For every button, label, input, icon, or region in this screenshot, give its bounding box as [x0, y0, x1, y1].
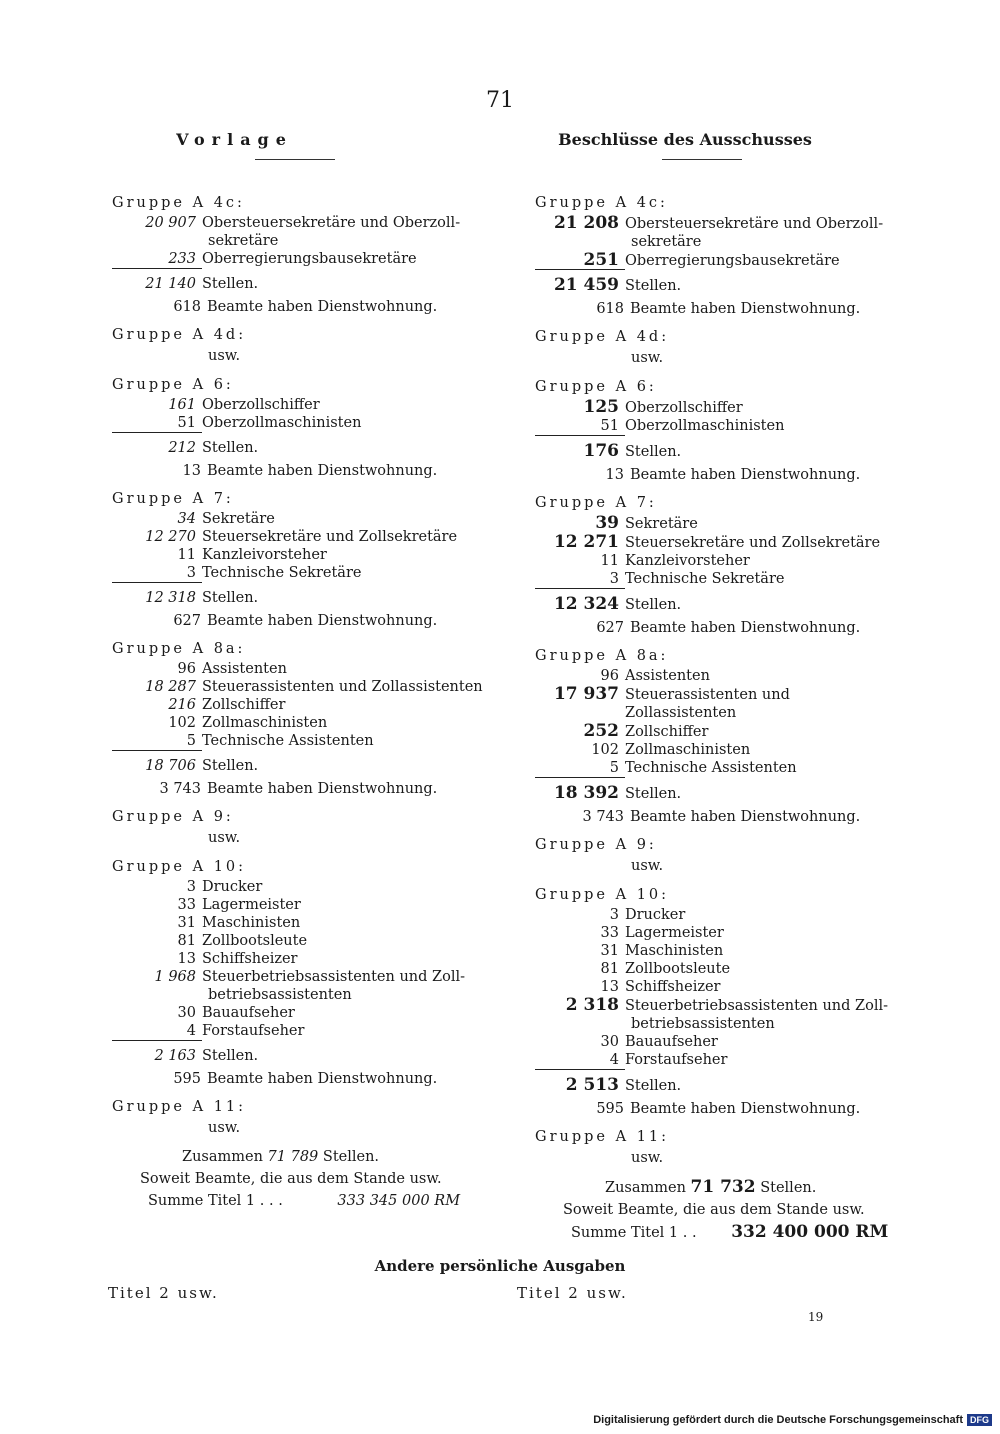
- group-title: Gruppe A 10:: [112, 859, 247, 875]
- position-row: [535, 1051, 905, 1070]
- position-label: Forstaufseher: [202, 1023, 305, 1039]
- group-title: Gruppe A 7:: [535, 495, 657, 511]
- position-row: [535, 960, 905, 978]
- titel-2-beschluesse: Titel 2 usw.: [517, 1284, 628, 1302]
- count-value: 39: [595, 513, 619, 533]
- count-value: 13: [182, 463, 201, 479]
- count-value: 3: [609, 907, 619, 923]
- column-vorlage: [112, 130, 492, 1212]
- count-value: 251: [535, 251, 625, 270]
- count-value: 3: [535, 570, 625, 589]
- summary-beschluesse: [535, 1176, 905, 1244]
- position-label: Beamte haben Dienstwohnung.: [630, 467, 861, 483]
- count-value: 81: [600, 961, 619, 977]
- summe-label: Summe Titel 1 . .: [571, 1225, 697, 1241]
- heading-rule: [255, 159, 335, 160]
- position-label: Drucker: [625, 907, 686, 923]
- official-housing-row: [112, 612, 492, 630]
- position-label: sekretäre: [208, 233, 279, 249]
- position-label: Zollschiffer: [202, 697, 286, 713]
- position-label: sekretäre: [631, 234, 702, 250]
- count-value: 595: [173, 1071, 201, 1087]
- position-label: Beamte haben Dienstwohnung.: [207, 781, 438, 797]
- position-row: [112, 696, 492, 714]
- footer-text: Digitalisierung gefördert durch die Deutsche Forschungsgemeinschaft: [593, 1414, 963, 1426]
- group-block: [112, 1096, 492, 1138]
- position-label: Drucker: [202, 879, 263, 895]
- group-block: [535, 192, 905, 318]
- count-value: 33: [600, 925, 619, 941]
- soweit-line: Soweit Beamte, die aus dem Stande usw.: [563, 1202, 865, 1218]
- column-heading-vorlage: Vorlage: [176, 130, 293, 149]
- position-label: Assistenten: [202, 661, 287, 677]
- position-row: [535, 942, 905, 960]
- position-label: betriebsassistenten: [631, 1016, 775, 1032]
- position-row: [535, 214, 905, 233]
- group-title: Gruppe A 11:: [112, 1099, 247, 1115]
- group-title: Gruppe A 4c:: [112, 195, 245, 211]
- position-label: Assistenten: [625, 668, 710, 684]
- count-value: 102: [168, 715, 196, 731]
- count-value: 33: [177, 897, 196, 913]
- position-label: Technische Sekretäre: [202, 565, 362, 581]
- group-title: Gruppe A 11:: [535, 1129, 670, 1145]
- count-value: 212: [168, 440, 196, 456]
- count-value: 618: [173, 299, 201, 315]
- count-value: 12 318: [145, 590, 196, 606]
- total-row: [112, 757, 492, 775]
- group-block: [535, 645, 905, 826]
- position-label: Oberzollmaschinisten: [625, 418, 785, 434]
- position-row: [112, 564, 492, 583]
- count-value: 31: [600, 943, 619, 959]
- position-label: Stellen.: [625, 597, 682, 613]
- position-label: Zollbootsleute: [202, 933, 308, 949]
- usw-text: usw.: [631, 1150, 664, 1166]
- position-row: [535, 552, 905, 570]
- position-label: Oberzollschiffer: [625, 400, 743, 416]
- position-label: Beamte haben Dienstwohnung.: [207, 463, 438, 479]
- position-row: [112, 546, 492, 564]
- count-value: 252: [583, 721, 619, 741]
- position-row: [535, 685, 905, 722]
- count-value: 2 513: [565, 1075, 619, 1095]
- position-label: Stellen.: [625, 278, 682, 294]
- position-label: Bauaufseher: [202, 1005, 295, 1021]
- column-heading-beschluesse: Beschlüsse des Ausschusses: [558, 130, 812, 149]
- count-value: 21 459: [553, 275, 619, 295]
- group-block: [535, 884, 905, 1118]
- position-label: Zollmaschinisten: [202, 715, 328, 731]
- position-label: Steuerassistenten und Zollassistenten: [625, 687, 790, 721]
- group-block: [112, 856, 492, 1088]
- position-row: [535, 1033, 905, 1051]
- position-label: Kanzleivorsteher: [202, 547, 327, 563]
- count-value: 3 743: [159, 781, 201, 797]
- count-value: 627: [173, 613, 201, 629]
- position-row: [112, 250, 492, 269]
- official-housing-row: [112, 780, 492, 798]
- usw-text: usw.: [631, 350, 664, 366]
- position-row: [535, 667, 905, 685]
- count-value: 81: [177, 933, 196, 949]
- group-title: Gruppe A 8a:: [535, 648, 669, 664]
- position-label: Beamte haben Dienstwohnung.: [207, 299, 438, 315]
- count-value: 12 270: [145, 529, 196, 545]
- digitization-footer: [593, 1414, 992, 1426]
- count-value: 5: [112, 732, 202, 751]
- group-title: Gruppe A 9:: [112, 809, 234, 825]
- total-row: [112, 439, 492, 457]
- count-value: 18 392: [553, 783, 619, 803]
- count-value: 17 937: [553, 684, 619, 704]
- count-value: 125: [583, 397, 619, 417]
- count-value: 627: [596, 620, 624, 636]
- count-value: 3: [186, 879, 196, 895]
- count-value: 51: [535, 417, 625, 436]
- position-row: [112, 714, 492, 732]
- group-block: [112, 324, 492, 366]
- position-label: Beamte haben Dienstwohnung.: [630, 620, 861, 636]
- position-row: [535, 251, 905, 270]
- group-title: Gruppe A 4d:: [535, 329, 670, 345]
- count-value: 11: [177, 547, 196, 563]
- column-beschluesse: [535, 130, 905, 1244]
- sheet-signature: 19: [808, 1310, 824, 1324]
- position-label: Sekretäre: [625, 516, 698, 532]
- continuation-row: [112, 986, 492, 1004]
- count-value: 595: [596, 1101, 624, 1117]
- position-row: [535, 533, 905, 552]
- position-label: Beamte haben Dienstwohnung.: [630, 809, 861, 825]
- count-value: 3: [112, 564, 202, 583]
- group-block: [112, 806, 492, 848]
- group-title: Gruppe A 7:: [112, 491, 234, 507]
- page-number: 71: [486, 88, 514, 113]
- count-value: 176: [583, 441, 619, 461]
- soweit-line: Soweit Beamte, die aus dem Stande usw.: [140, 1171, 442, 1187]
- position-label: Obersteuersekretäre und Oberzoll-: [202, 215, 461, 231]
- group-title: Gruppe A 8a:: [112, 641, 246, 657]
- position-label: Steuerbetriebsassistenten und Zoll-: [202, 969, 466, 985]
- count-value: 18 706: [145, 758, 196, 774]
- zusammen-label: Zusammen: [605, 1180, 686, 1196]
- summe-titel-line: [535, 1221, 905, 1244]
- count-value: 11: [600, 553, 619, 569]
- position-label: Stellen.: [202, 590, 259, 606]
- position-row: [112, 396, 492, 414]
- position-row: [112, 914, 492, 932]
- position-label: Beamte haben Dienstwohnung.: [630, 301, 861, 317]
- count-value: 216: [168, 697, 196, 713]
- summe-label: Summe Titel 1 . . .: [148, 1193, 283, 1209]
- position-label: Steuersekretäre und Zollsekretäre: [625, 535, 881, 551]
- total-row: [535, 784, 905, 803]
- group-block: [112, 374, 492, 480]
- total-row: [535, 442, 905, 461]
- position-label: Stellen.: [625, 786, 682, 802]
- position-row: [112, 896, 492, 914]
- position-label: Lagermeister: [202, 897, 301, 913]
- count-value: 30: [177, 1005, 196, 1021]
- summe-value: 333 345 000 RM: [337, 1193, 461, 1209]
- official-housing-row: [535, 300, 905, 318]
- position-row: [112, 414, 492, 433]
- group-title: Gruppe A 6:: [535, 379, 657, 395]
- position-row: [112, 660, 492, 678]
- continuation-row: [535, 1015, 905, 1033]
- count-value: 233: [112, 250, 202, 269]
- position-row: [112, 950, 492, 968]
- position-label: Zollschiffer: [625, 724, 709, 740]
- count-value: 2 163: [154, 1048, 196, 1064]
- count-value: 1 968: [154, 969, 196, 985]
- position-row: [535, 759, 905, 778]
- count-value: 4: [112, 1022, 202, 1041]
- position-label: Technische Assistenten: [202, 733, 374, 749]
- position-label: Beamte haben Dienstwohnung.: [630, 1101, 861, 1117]
- group-list: [112, 192, 492, 1138]
- position-row: [112, 878, 492, 896]
- continuation-row: [112, 232, 492, 250]
- count-value: 96: [177, 661, 196, 677]
- position-label: Zollmaschinisten: [625, 742, 751, 758]
- count-value: 21 208: [553, 213, 619, 233]
- position-row: [535, 722, 905, 741]
- position-label: Oberzollmaschinisten: [202, 415, 362, 431]
- zusammen-line: [112, 1146, 492, 1168]
- zusammen-value: 71 732: [690, 1177, 756, 1197]
- count-value: 5: [535, 759, 625, 778]
- count-value: 12 271: [553, 532, 619, 552]
- position-row: [535, 398, 905, 417]
- position-row: [535, 570, 905, 589]
- position-row: [535, 906, 905, 924]
- official-housing-row: [112, 1070, 492, 1088]
- count-value: 161: [168, 397, 196, 413]
- group-block: [535, 834, 905, 876]
- count-value: 21 140: [145, 276, 196, 292]
- position-row: [112, 732, 492, 751]
- group-block: [112, 192, 492, 316]
- position-label: Stellen.: [202, 440, 259, 456]
- continuation-row: [535, 233, 905, 251]
- zusammen-label: Zusammen: [182, 1149, 263, 1165]
- position-label: Oberzollschiffer: [202, 397, 320, 413]
- usw-text: usw.: [208, 830, 241, 846]
- position-label: Beamte haben Dienstwohnung.: [207, 613, 438, 629]
- position-label: Schiffsheizer: [202, 951, 298, 967]
- position-row: [112, 968, 492, 986]
- group-block: [535, 326, 905, 368]
- dfg-logo-icon: DFG: [967, 1414, 992, 1426]
- position-label: Lagermeister: [625, 925, 724, 941]
- count-value: 34: [177, 511, 196, 527]
- total-row: [535, 1076, 905, 1095]
- group-title: Gruppe A 9:: [535, 837, 657, 853]
- titel-2-vorlage: Titel 2 usw.: [108, 1284, 219, 1302]
- position-row: [535, 996, 905, 1015]
- position-label: Maschinisten: [625, 943, 724, 959]
- position-label: Stellen.: [202, 758, 259, 774]
- group-block: [535, 1126, 905, 1168]
- official-housing-row: [535, 1100, 905, 1118]
- count-value: 2 318: [565, 995, 619, 1015]
- count-value: 20 907: [145, 215, 196, 231]
- count-value: 51: [112, 414, 202, 433]
- count-value: 12 324: [553, 594, 619, 614]
- position-row: [112, 1022, 492, 1041]
- zusammen-value: 71 789: [267, 1149, 319, 1165]
- position-label: Oberregierungsbausekretäre: [202, 251, 417, 267]
- position-label: Stellen.: [202, 1048, 259, 1064]
- position-label: Oberregierungsbausekretäre: [625, 253, 840, 269]
- group-title: Gruppe A 4c:: [535, 195, 668, 211]
- total-row: [112, 589, 492, 607]
- group-block: [535, 492, 905, 637]
- count-value: 13: [177, 951, 196, 967]
- official-housing-row: [112, 298, 492, 316]
- count-value: 3 743: [582, 809, 624, 825]
- total-row: [535, 595, 905, 614]
- position-label: Stellen.: [625, 1078, 682, 1094]
- summary-vorlage: [112, 1146, 492, 1212]
- zusammen-line: [535, 1176, 905, 1199]
- position-label: betriebsassistenten: [208, 987, 352, 1003]
- count-value: 102: [591, 742, 619, 758]
- summe-titel-line: [112, 1190, 492, 1212]
- position-label: Stellen.: [625, 444, 682, 460]
- position-label: Sekretäre: [202, 511, 275, 527]
- group-title: Gruppe A 4d:: [112, 327, 247, 343]
- count-value: 13: [600, 979, 619, 995]
- position-row: [535, 514, 905, 533]
- position-row: [112, 932, 492, 950]
- count-value: 31: [177, 915, 196, 931]
- position-label: Steuersekretäre und Zollsekretäre: [202, 529, 458, 545]
- position-label: Forstaufseher: [625, 1052, 728, 1068]
- position-label: Technische Assistenten: [625, 760, 797, 776]
- position-label: Technische Sekretäre: [625, 571, 785, 587]
- official-housing-row: [112, 462, 492, 480]
- count-value: 13: [605, 467, 624, 483]
- zusammen-unit: Stellen.: [760, 1180, 817, 1196]
- position-row: [112, 678, 492, 696]
- count-value: 618: [596, 301, 624, 317]
- position-row: [535, 741, 905, 759]
- position-row: [112, 1004, 492, 1022]
- summe-value: 332 400 000 RM: [731, 1222, 889, 1242]
- position-label: Zollbootsleute: [625, 961, 731, 977]
- position-label: Kanzleivorsteher: [625, 553, 750, 569]
- official-housing-row: [535, 808, 905, 826]
- total-row: [535, 276, 905, 295]
- position-row: [112, 510, 492, 528]
- count-value: 4: [535, 1051, 625, 1070]
- count-value: 30: [600, 1034, 619, 1050]
- position-row: [112, 528, 492, 546]
- other-expenses-heading: Andere persönliche Ausgaben: [374, 1257, 626, 1275]
- position-row: [535, 417, 905, 436]
- official-housing-row: [535, 466, 905, 484]
- group-title: Gruppe A 6:: [112, 377, 234, 393]
- position-label: Bauaufseher: [625, 1034, 718, 1050]
- total-row: [112, 1047, 492, 1065]
- position-label: Beamte haben Dienstwohnung.: [207, 1071, 438, 1087]
- count-value: 96: [600, 668, 619, 684]
- position-row: [112, 214, 492, 232]
- usw-text: usw.: [208, 1120, 241, 1136]
- heading-rule: [662, 159, 742, 160]
- count-value: 18 287: [145, 679, 196, 695]
- position-row: [535, 978, 905, 996]
- position-label: Steuerassistenten und Zollassistenten: [202, 679, 483, 695]
- total-row: [112, 275, 492, 293]
- official-housing-row: [535, 619, 905, 637]
- group-list: [535, 192, 905, 1168]
- group-title: Gruppe A 10:: [535, 887, 670, 903]
- group-block: [112, 638, 492, 798]
- group-block: [535, 376, 905, 484]
- position-label: Schiffsheizer: [625, 979, 721, 995]
- group-block: [112, 488, 492, 630]
- position-label: Maschinisten: [202, 915, 301, 931]
- position-label: Obersteuersekretäre und Oberzoll-: [625, 216, 884, 232]
- position-label: Stellen.: [202, 276, 259, 292]
- zusammen-unit: Stellen.: [322, 1149, 380, 1165]
- usw-text: usw.: [631, 858, 664, 874]
- position-row: [535, 924, 905, 942]
- usw-text: usw.: [208, 348, 241, 364]
- position-label: Steuerbetriebsassistenten und Zoll-: [625, 998, 889, 1014]
